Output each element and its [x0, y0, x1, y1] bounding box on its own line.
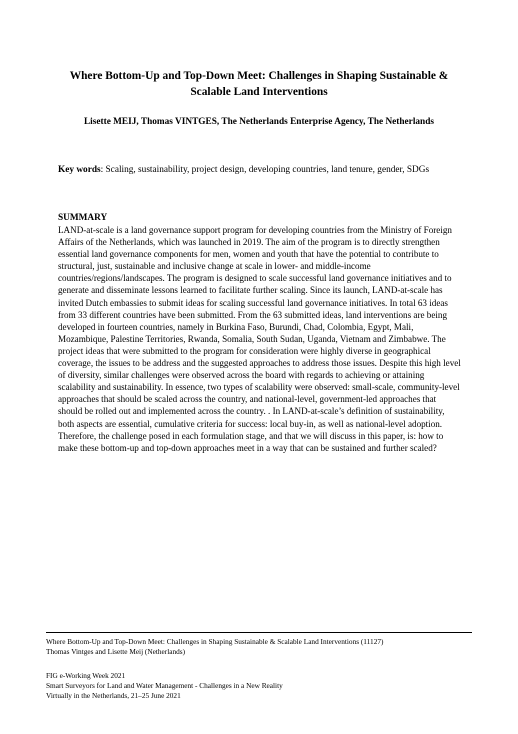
footer-paper-info [46, 637, 476, 657]
footer-paper-ref: Where Bottom-Up and Top-Down Meet: Challenges in Shaping Sustainable & Scalable Land Interventions (11127) [46, 637, 384, 646]
summary-body: LAND-at-scale is a land governance support program for developing countries from the Ministry of Foreign Affairs of the Netherlands, which was launched in 2019. The aim of the program is to directly strengthen essential land governance components for men, women and youth that have the potential to contribute to structural, just, sustainable and inclusive change at scale in lower- and middle-income countries/regions/landscapes. The program is designed to scale successful land governance initiatives and to generate and disseminate lessons learned to facilitate further scaling. Since its launch, LAND-at-scale has invited Dutch embassies to submit ideas for scaling successful land governance initiatives. In total 63 ideas from 33 different countries have been submitted. From the 63 submitted ideas, land interventions are being developed in fourteen countries, namely in Burkina Faso, Burundi, Chad, Colombia, Egypt, Mali, Mozambique, Palestine Territories, Rwanda, Somalia, South Sudan, Uganda, Vietnam and Zimbabwe. The project ideas that were submitted to the program for consideration were highly diverse in geographical coverage, the issues to be address and the suggested approaches to address those issues. Despite this high level of diversity, similar challenges were observed across the board with regards to achieving or attaining scalability and sustainability. In essence, two types of scalability were observed: small-scale, community-level approaches that should be scaled across the country, and national-level, government-led approaches that should be rolled out and implemented across the country. . In LAND-at-scale’s definition of sustainability, both aspects are essential, cumulative criteria for success: local buy-in, as well as national-level adoption. Therefore, the challenge posed in each formulation stage, and that we will discuss in this paper, is: how to make these bottom-up and top-down approaches meet in a way that can be sustained and further scaled? [58, 225, 461, 453]
keywords-label: Key words [58, 165, 101, 175]
paper-title: Where Bottom-Up and Top-Down Meet: Challenges in Shaping Sustainable & Scalable Land Interventions [69, 70, 449, 98]
footer-event-theme: Smart Surveyors for Land and Water Management - Challenges in a New Reality [46, 681, 283, 691]
footer-event-info [46, 671, 476, 702]
footer-divider [46, 632, 472, 633]
footer-event-location: Virtually in the Netherlands, 21–25 June 2021 [46, 691, 181, 701]
keywords-text: : Scaling, sustainability, project design, developing countries, land tenure, gender, SDGs [100, 165, 430, 175]
summary-heading: SUMMARY [58, 213, 108, 223]
paper-authors: Lisette MEIJ, Thomas VINTGES, The Netherlands Enterprise Agency, The Netherlands [83, 117, 435, 127]
keywords [58, 164, 462, 177]
footer-event-name: FIG e-Working Week 2021 [46, 671, 126, 680]
footer-paper-authors: Thomas Vintges and Lisette Meij (Netherlands) [46, 647, 186, 657]
